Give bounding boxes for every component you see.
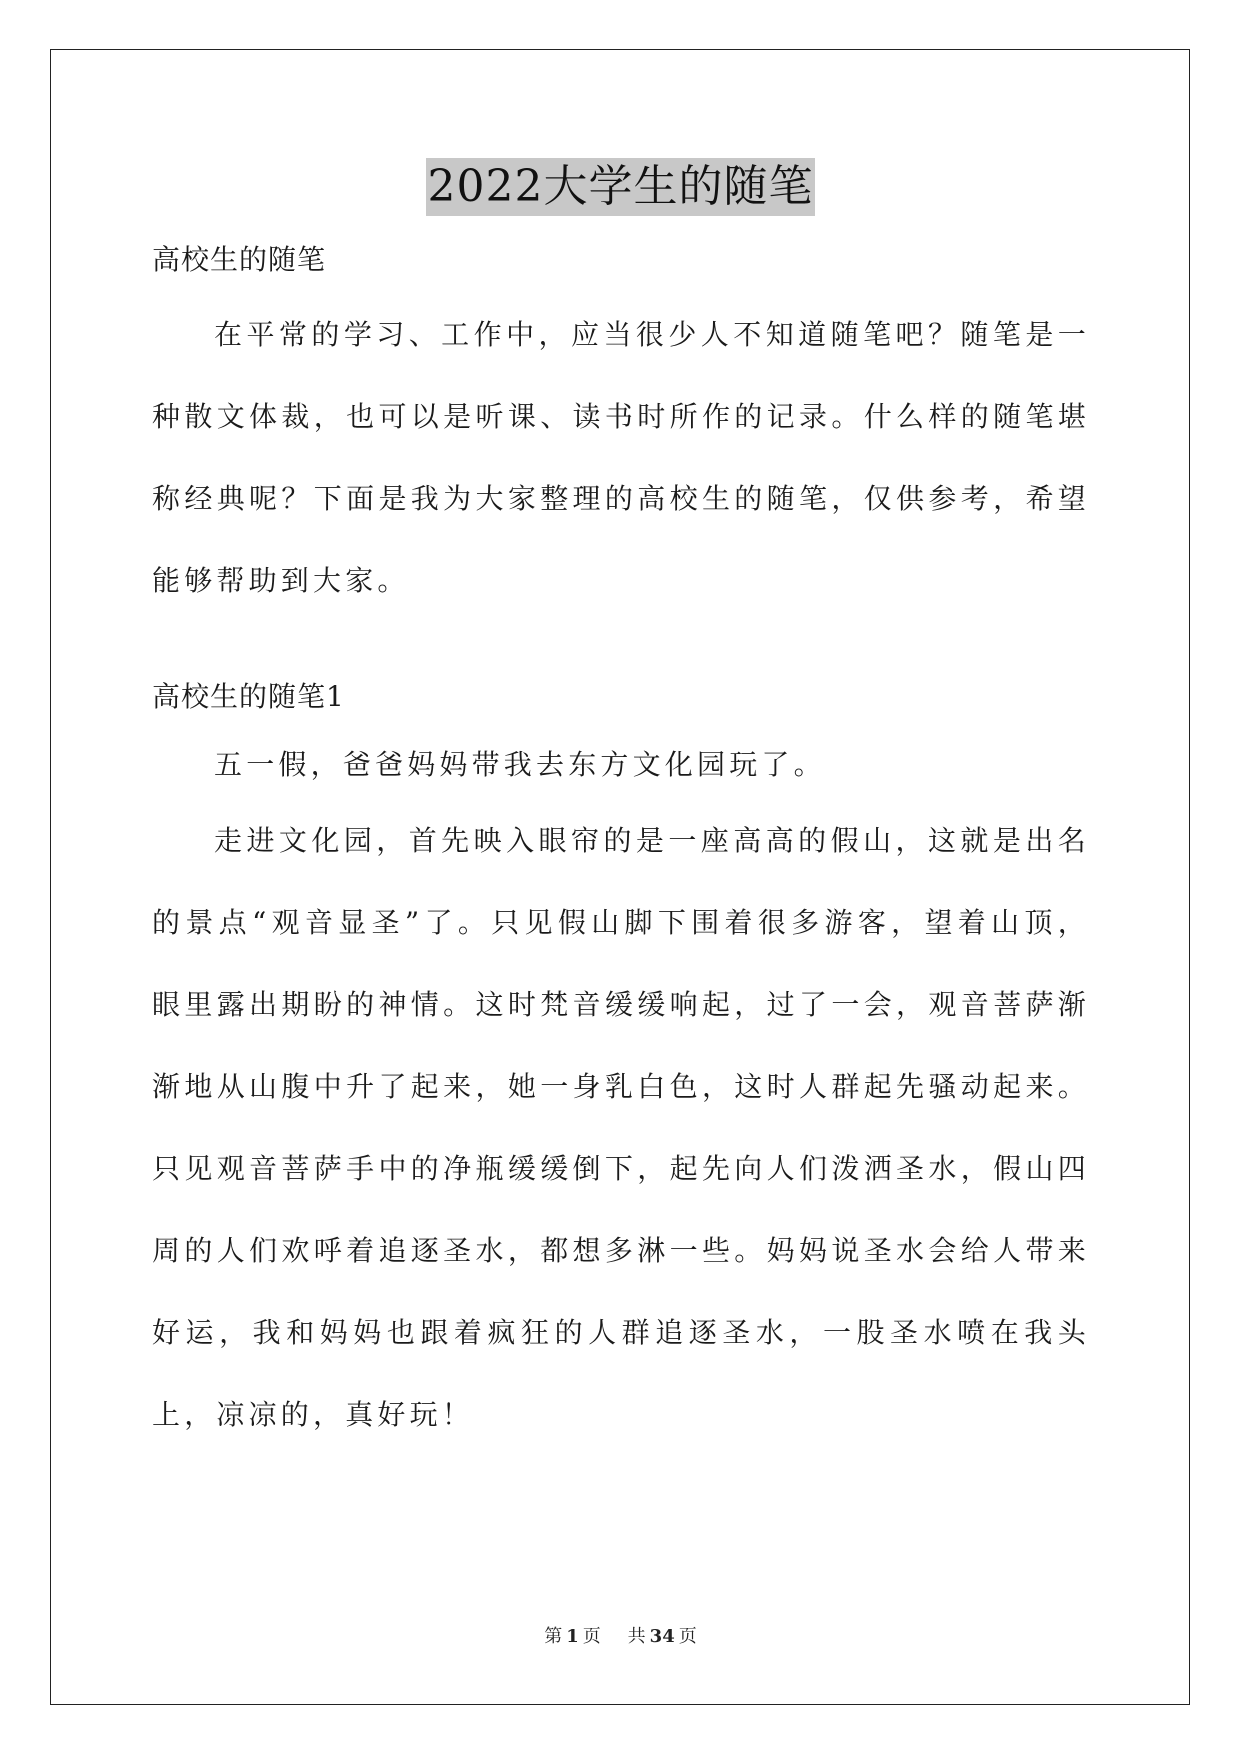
- section-heading-1: 高校生的随笔1: [152, 680, 345, 713]
- footer-page-suffix: 页: [582, 1626, 601, 1647]
- intro-paragraph: 在平常的学习、工作中，应当很少人不知道随笔吧？随笔是一种散文体裁，也可以是听课、读书时所作的记录。什么样的随笔堪称经典呢？下面是我为大家整理的高校生的随笔，仅供参考，希望能够帮助到大家。: [152, 318, 1090, 597]
- footer-prefix: 第: [544, 1626, 563, 1647]
- paragraph-1: 五一假，爸爸妈妈带我去东方文化园玩了。: [214, 748, 826, 781]
- footer-total-suffix: 页: [678, 1626, 697, 1647]
- footer-total-prefix: 共: [627, 1626, 646, 1647]
- paragraph-2: 走进文化园，首先映入眼帘的是一座高高的假山，这就是出名的景点“观音显圣”了。只见假山脚下围着很多游客，望着山顶，眼里露出期盼的神情。这时梵音缓缓响起，过了一会，观音菩萨渐渐地从山腹中升了起来，她一身乳白色，这时人群起先骚动起来。只见观音菩萨手中的净瓶缓缓倒下，起先向人们泼洒圣水，假山四周的人们欢呼着追逐圣水，都想多淋一些。妈妈说圣水会给人带来好运，我和妈妈也跟着疯狂的人群追逐圣水，一股圣水喷在我头上，凉凉的，真好玩！: [152, 824, 1090, 1431]
- page-number: 1: [566, 1626, 579, 1647]
- section-heading-intro: 高校生的随笔: [152, 243, 327, 276]
- page-footer: [0, 1625, 1241, 1649]
- total-pages: 34: [649, 1626, 675, 1647]
- title-container: [0, 158, 1241, 216]
- document-title: 2022大学生的随笔: [426, 158, 816, 216]
